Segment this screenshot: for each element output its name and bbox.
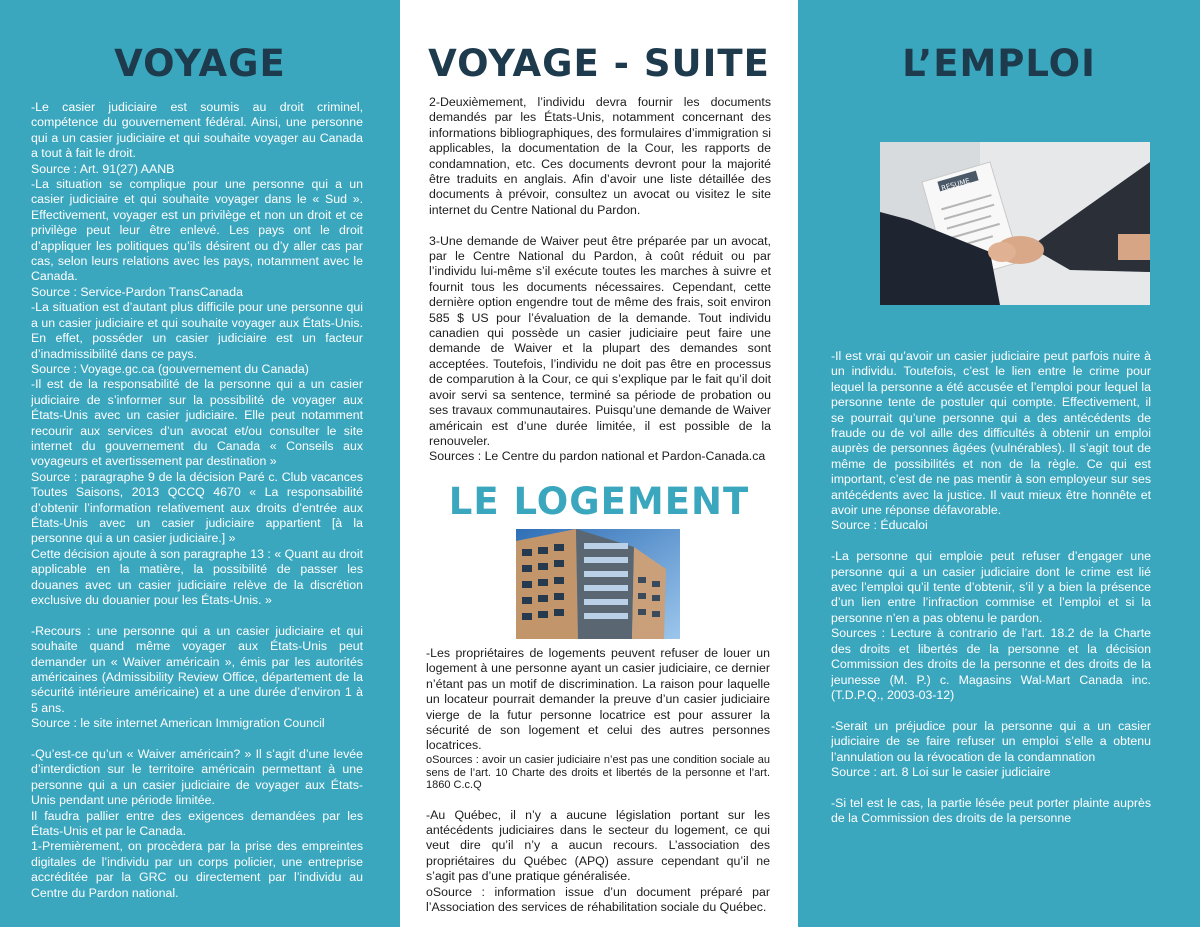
paragraph: Source : le site internet American Immigration Council xyxy=(31,716,325,731)
paragraph: -La personne qui emploie peut refuser d’engager une personne qui a un casier judiciaire dont le crime est lié avec l’emploi qu’il tente d’obtenir, s’il y a bien la présence d’un lien entre l’infraction commise et l’emploi et si la personne n’en a pas obtenu le pardon. xyxy=(831,549,1151,625)
paragraph: -La situation se complique pour une personne qui a un casier judiciaire et qui souhaite voyager dans le « Sud ». Effectivement, voyager est un privilège et non un droit et ce privilège peut leur être enlevé. Les pays ont le droit d’appliquer les politiques qu’ils désirent ou d’y aller cas par cas, selon leurs relations avec les pays, notamment avec le Canada. xyxy=(31,177,363,284)
paragraph: -Au Québec, il n’y a aucune législation portant sur les antécédents judiciaires dans le secteur du logement, ce qui veut dire qu’il n’y a aucun recours. L’association des propriétaires du Québec (APQ) assure cependant qu’il ne s’agit pas d’une pratique généralisée. xyxy=(426,807,770,884)
paragraph: -Qu’est-ce qu’un « Waiver américain? » Il s’agit d’une levée d’interdiction sur le territoire américain permettant à une personne qui a un casier judiciaire de voyager aux États-Unis pendant une période limitée. xyxy=(31,747,363,808)
paragraph: 3-Une demande de Waiver peut être préparée par un avocat, par le Centre National du Pardon, à coût réduit ou par l’individu lui-même s’il exécute toutes les marches à suivre et fournit tous les documents nécessaires. Cependant, cette dernière option engendre tout de même des frais, soit environ 585 $ US pour l’évaluation de la demande. Tout individu canadien qui possède un casier judiciaire peut faire une demande de Waiver et la plupart des demandes sont acceptées. Toutefois, l’individu ne doit pas être en processus de comparution à la Cour, ce qui s’explique par le fait qu’il doit avoir servi sa sentence, terminé sa période de probation ou ses travaux communautaires. Puisqu’une demande de Waiver américain est d’une durée limitée, il est possible de la renouveler. xyxy=(429,233,771,448)
paragraph: Source : art. 8 Loi sur le casier judiciaire xyxy=(831,764,1051,779)
panel-voyage-suite xyxy=(400,0,798,927)
paragraph: -Il est de la responsabilité de la personne qui a un casier judiciaire de s’informer sur la possibilité de voyager aux États-Unis avec un casier judiciaire. Elle peut notamment recourir aux services d’un avocat et/ou consulter le site internet du gouvernement du Canada « Conseils aux voyageurs et avertissement par destination » xyxy=(31,377,363,469)
emploi-text xyxy=(831,349,1151,919)
handshake-photo xyxy=(880,142,1150,305)
handshake-icon xyxy=(880,142,1150,305)
paragraph-spacer xyxy=(31,608,363,623)
paragraph: Sources : Lecture à contrario de l’art. 18.2 de la Charte des droits et libertés de la personne et la décision Commission des droits de la personne et des droits de la jeunesse (M. P.) c. Magasins Wal-Mart Canada inc. (T.D.P.Q., 2003-03-12) xyxy=(831,626,1151,702)
paragraph: 1-Premièrement, on procèdera par la prise des empreintes digitales de l’individu par un corps policier, une entreprise accréditée par la GRC ou directement par l’individu au Centre du Pardon national. xyxy=(31,839,363,900)
paragraph: Source : Art. 91(27) AANB xyxy=(31,161,175,176)
logement-title: LE LOGEMENT xyxy=(448,480,750,523)
logement-text xyxy=(426,646,770,918)
paragraph: 2-Deuxièmement, l’individu devra fournir les documents demandés par les États-Unis, notamment concernant des informations bibliographiques, des formulaires d’immigration si applicables, la documentation de la Cour, les rapports de condamnation, etc. Ces documents devront pour la majorité être traduits en anglais. Afin d’avoir une liste détaillée des documents à prévoir, consultez un avocat ou visitez le site internet du Centre National du Pardon. xyxy=(429,95,771,217)
voyage-suite-title: VOYAGE - SUITE xyxy=(428,42,770,85)
voyage-suite-text xyxy=(429,95,771,485)
paragraph: -Le casier judiciaire est soumis au droit criminel, compétence du gouvernement fédéral. Ainsi, une personne qui a un casier judiciaire et qui souhaite voyager au Canada a tout à fait le droit. xyxy=(31,100,363,161)
paragraph: Source : Voyage.gc.ca (gouvernement du Canada) xyxy=(31,361,309,376)
paragraph: -Serait un préjudice pour la personne qui a un casier judiciaire de se faire refuser un emploi s’elle a obtenu l’annulation ou la révocation de la condamnation xyxy=(831,718,1151,764)
paragraph: -Recours : une personne qui a un casier judiciaire et qui souhaite quand même voyager aux États-Unis peut demander un « Waiver américain », émis par les autorités américaines (Admissibility Review Office, département de la sécurité intérieure américaine) et a une durée d’environ 1 à 5 ans. xyxy=(31,623,363,715)
paragraph-spacer xyxy=(831,534,1151,549)
paragraph-spacer xyxy=(31,732,363,747)
paragraph: Cette décision ajoute à son paragraphe 13 : « Quant au droit applicable en la matière, la possibilité de passer les douanes avec un casier judiciaire relève de la discrétion exclusive du douanier pour les États-Unis. » xyxy=(31,546,363,607)
paragraph: -Si tel est le cas, la partie lésée peut porter plainte auprès de la Commission des droits de la personne xyxy=(831,795,1151,826)
building-photo xyxy=(516,529,680,639)
building-icon xyxy=(516,529,680,639)
voyage-text xyxy=(31,100,363,912)
paragraph: Source : Éducaloi xyxy=(831,518,928,533)
paragraph: Source : Service-Pardon TransCanada xyxy=(31,284,244,299)
paragraph: oSource : information issue d’un document préparé par l’Association des services de réhabilitation sociale du Québec. xyxy=(426,884,770,915)
emploi-title: L’EMPLOI xyxy=(902,42,1096,85)
logement-source: oSources : avoir un casier judiciaire n’est pas une condition sociale au sens de l’art. 10 Charte des droits et libertés de la personne et l’art. 1860 C.c.Q xyxy=(426,753,770,792)
paragraph: -Il est vrai qu’avoir un casier judiciaire peut parfois nuire à un individu. Toutefois, c’est le lien entre le crime pour lequel la personne a été accusée et l’emploi pour lequel la personne tente de postuler qui compte. Effectivement, il se pourrait qu’une personne qui a des antécédents de fraude ou de vol aille des difficultés à obtenir un emploi auprès de personnes âgées (vulnérables). Il s’agit tout de même de possibilités et non de la règle. Ce qui est important, c’est de ne pas mentir à son employeur sur ses antécédents avec la justice. Il vaut mieux être honnête et avoir une réponse défavorable. xyxy=(831,349,1151,518)
panel-voyage xyxy=(0,0,400,927)
paragraph: -La situation est d’autant plus difficile pour une personne qui a un casier judiciaire et qui souhaite voyager aux États-Unis. En effet, posséder un casier judiciaire est un facteur d’inadmissibilité dans ce pays. xyxy=(31,300,363,361)
paragraph-spacer xyxy=(831,703,1151,718)
paragraph: Il faudra pallier entre des exigences demandées par les États-Unis et par le Canada. xyxy=(31,808,363,839)
resume-label: RESUME xyxy=(940,176,971,193)
paragraph: Source : paragraphe 9 de la décision Paré c. Club vacances Toutes Saisons, 2013 QCCQ 4670 « La responsabilité d’obtenir l’information relativement aux droits d’entrée aux États-Unis avec un casier judiciaire appartient [à la personne qui a un casier judiciaire.] » xyxy=(31,469,363,546)
panel-emploi xyxy=(798,0,1200,927)
paragraph-spacer xyxy=(429,218,771,233)
voyage-title: VOYAGE xyxy=(114,42,286,85)
paragraph: Sources : Le Centre du pardon national et Pardon-Canada.ca xyxy=(429,449,766,464)
paragraph-spacer xyxy=(831,780,1151,795)
paragraph: -Les propriétaires de logements peuvent refuser de louer un logement à une personne ayant un casier judiciaire, ce dernier n’étant pas un motif de discrimination. La raison pour laquelle un locateur pourrait demander la preuve d’un casier judiciaire vierge de la futur personne locatrice est pour assurer la sécurité de son logement et celui des autres personnes locatrices. xyxy=(426,646,770,753)
